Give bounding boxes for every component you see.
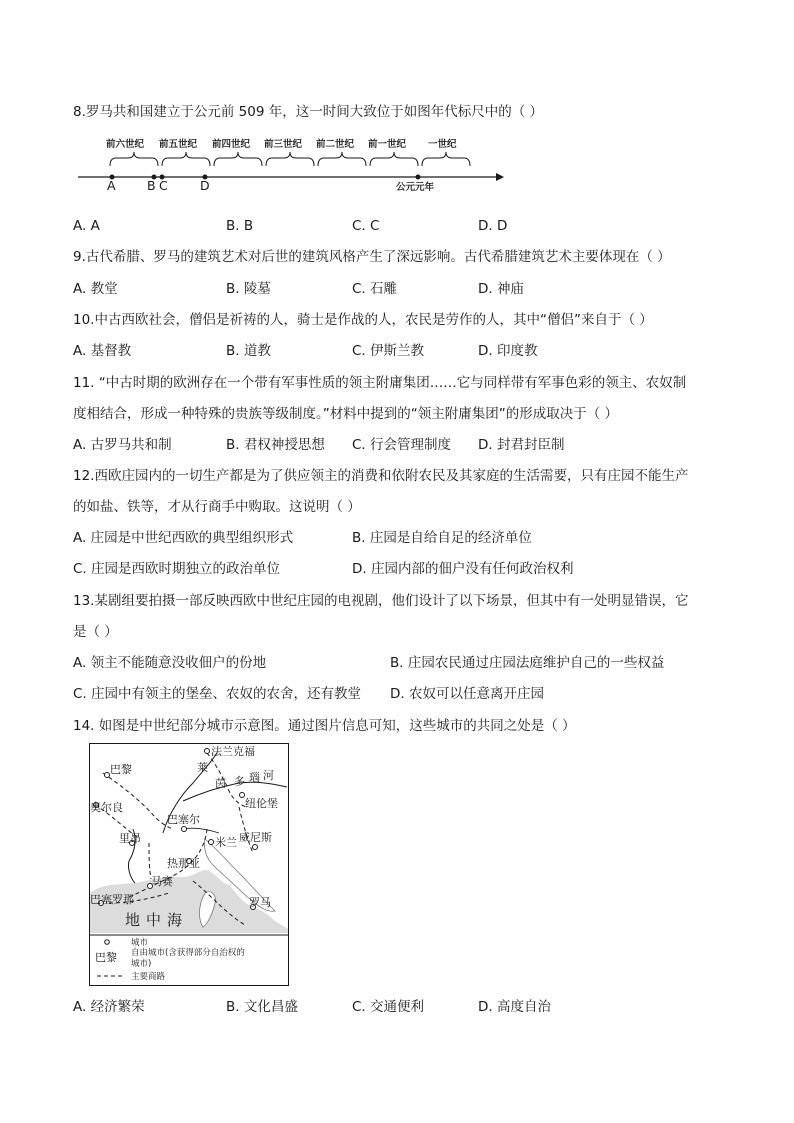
century-label: 前三世纪 — [264, 139, 303, 150]
q12-option-b[interactable]: B. 庄园是自给自足的经济单位 — [352, 530, 532, 546]
timeline-diagram — [76, 134, 506, 194]
q12-option-d[interactable]: D. 庄园内部的佃户没有任何政治权利 — [352, 561, 574, 577]
q9-stem: 9.古代希腊、罗马的建筑艺术对后世的建筑风格产生了深远影响。古代希腊建筑艺术主要体现在（ ） — [73, 249, 671, 265]
century-label: 前六世纪 — [106, 139, 145, 150]
legend-city-label: 城市 — [131, 938, 149, 948]
q8-option-b[interactable]: B. B — [226, 218, 254, 234]
map-label-basel: 巴塞尔 — [167, 813, 200, 826]
century-braces — [110, 152, 470, 166]
q10-option-b[interactable]: B. 道教 — [226, 343, 271, 359]
q13-stem-line2: 是（ ） — [73, 624, 118, 640]
century-label: 前二世纪 — [316, 139, 355, 150]
q14-option-d[interactable]: D. 高度自治 — [478, 999, 551, 1015]
map-label-rome: 罗马 — [249, 896, 271, 909]
point-label-b: B — [147, 178, 156, 193]
legend-city-marker — [105, 940, 110, 945]
q8-stem: 8.罗马共和国建立于公元前 509 年，这一时间大致位于如图年代标尺中的（ ） — [73, 104, 544, 120]
legend-free-city-label-2: 城市) — [131, 959, 152, 969]
timeline-arrow — [496, 173, 504, 181]
map-label-rhine-1: 莱 — [197, 761, 208, 774]
century-label: 前一世纪 — [368, 139, 407, 150]
q11-option-b[interactable]: B. 君权神授思想 — [226, 437, 325, 453]
q9-option-d[interactable]: D. 神庙 — [478, 281, 524, 297]
q10-stem: 10.中古西欧社会，僧侣是祈祷的人，骑士是作战的人，农民是劳作的人，其中“僧侣”来自于（ ） — [73, 312, 653, 328]
legend-route-label: 主要商路 — [131, 972, 166, 982]
map-label-river: 河 — [263, 769, 274, 782]
map-label-barcelona: 巴塞罗那 — [90, 893, 134, 906]
point-label-a: A — [107, 178, 116, 193]
q13-option-a[interactable]: A. 领主不能随意没收佃户的份地 — [73, 655, 267, 671]
map-label-paris: 巴黎 — [110, 763, 132, 776]
map-label-genoa: 热那亚 — [167, 857, 200, 870]
q11-option-d[interactable]: D. 封君封臣制 — [478, 437, 565, 453]
q12-stem-line2: 的如盐、铁等，才从行商手中购取。这说明（ ） — [73, 499, 361, 515]
legend-free-city-label: 自由城市(含获得部分自治权的 — [131, 948, 245, 958]
map-label-orleans: 奥尔良 — [90, 801, 123, 814]
medieval-cities-map — [89, 743, 289, 986]
q8-option-c[interactable]: C. C — [352, 218, 380, 234]
map-label-sea: 地中海 — [125, 911, 189, 929]
point-label-d: D — [200, 178, 210, 193]
q11-stem-line2: 度相结合，形成一种特殊的贵族等级制度。”材料中提到的“领主附庸集团”的形成取决于（ ） — [73, 406, 619, 422]
q10-option-a[interactable]: A. 基督教 — [73, 343, 132, 359]
q10-option-d[interactable]: D. 印度教 — [478, 343, 538, 359]
q11-stem-line1: 11. “中古时期的欧洲存在一个带有军事性质的领主附庸集团……它与同样带有军事色彩的领主、农奴制 — [73, 375, 687, 391]
q12-option-c[interactable]: C. 庄园是西欧时期独立的政治单位 — [73, 561, 281, 577]
map-label-lyon: 里昂 — [119, 832, 141, 845]
map-label-marseille: 马赛 — [151, 875, 173, 888]
q13-option-b[interactable]: B. 庄园农民通过庄园法庭维护自己的一些权益 — [390, 655, 665, 671]
q8-option-d[interactable]: D. D — [478, 218, 508, 234]
map-label-venice: 威尼斯 — [239, 831, 272, 844]
legend-free-city-sample: 巴黎 — [95, 951, 117, 964]
century-label: 前四世纪 — [212, 139, 251, 150]
q12-option-a[interactable]: A. 庄园是中世纪西欧的典型组织形式 — [73, 530, 294, 546]
q14-option-c[interactable]: C. 交通便利 — [352, 999, 425, 1015]
point-label-c: C — [159, 178, 168, 193]
map-label-milan: 米兰 — [215, 836, 237, 849]
map-label-nuremberg: 纽伦堡 — [245, 797, 278, 810]
q9-option-a[interactable]: A. 教堂 — [73, 281, 118, 297]
q11-option-a[interactable]: A. 古罗马共和制 — [73, 437, 172, 453]
map-label-danube-2: 瑙 — [249, 771, 260, 784]
century-label: 一世纪 — [428, 139, 457, 150]
q12-stem-line1: 12.西欧庄园内的一切生产都是为了供应领主的消费和依附农民及其家庭的生活需要，只有庄园不能生产 — [73, 468, 689, 484]
century-label: 前五世纪 — [159, 139, 198, 150]
q14-option-b[interactable]: B. 文化昌盛 — [226, 999, 298, 1015]
map-label-danube-1: 多 — [234, 775, 245, 788]
map-label-rhine-2: 茵 — [215, 777, 226, 790]
q8-option-a[interactable]: A. A — [73, 218, 100, 234]
q9-option-b[interactable]: B. 陵墓 — [226, 281, 271, 297]
q14-option-a[interactable]: A. 经济繁荣 — [73, 999, 145, 1015]
q13-option-c[interactable]: C. 庄园中有领主的堡垒、农奴的农舍，还有教堂 — [73, 686, 362, 702]
epoch-label: 公元元年 — [396, 182, 435, 193]
map-label-frankfurt: 法兰克福 — [211, 745, 255, 758]
q9-option-c[interactable]: C. 石雕 — [352, 281, 398, 297]
q11-option-c[interactable]: C. 行会管理制度 — [352, 437, 452, 453]
q13-stem-line1: 13.某剧组要拍摄一部反映西欧中世纪庄园的电视剧，他们设计了以下场景，但其中有一处明显错误，它 — [73, 593, 689, 609]
century-labels — [106, 138, 457, 150]
q10-option-c[interactable]: C. 伊斯兰教 — [352, 343, 425, 359]
q13-option-d[interactable]: D. 农奴可以任意离开庄园 — [390, 686, 544, 702]
q14-stem: 14. 如图是中世纪部分城市示意图。通过图片信息可知，这些城市的共同之处是（ ） — [73, 718, 576, 734]
